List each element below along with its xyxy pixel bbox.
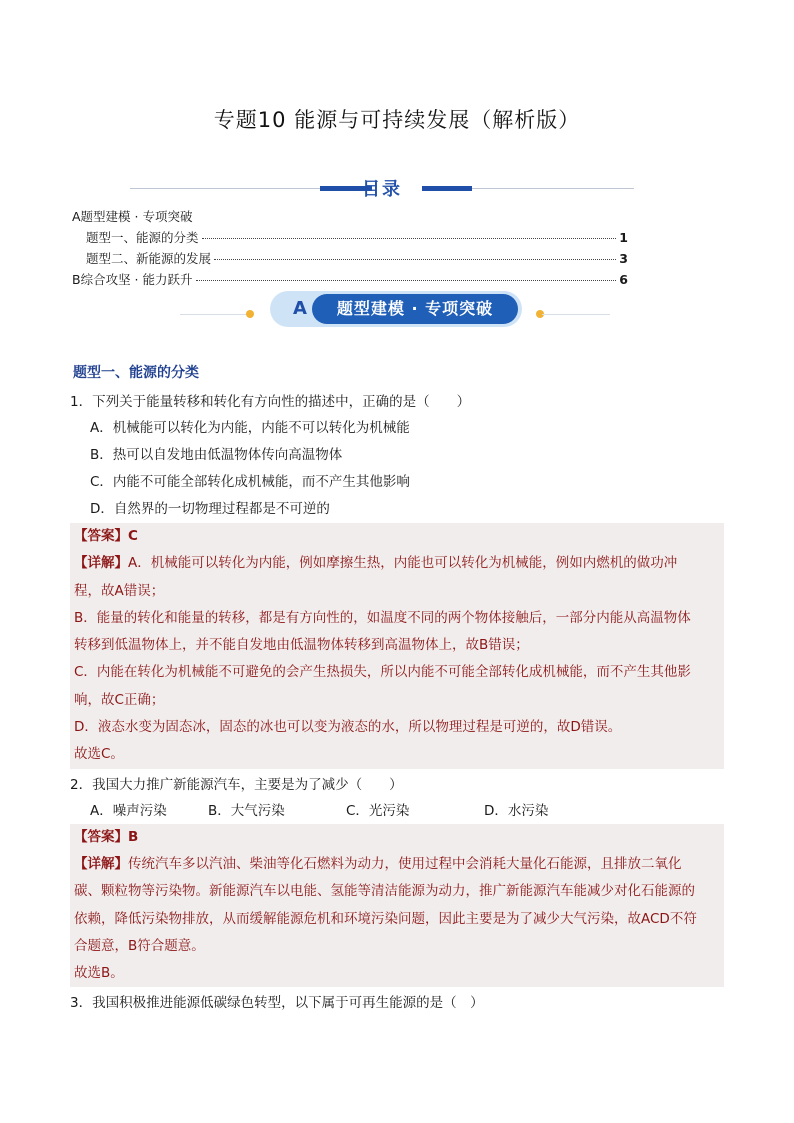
answer-line — [74, 824, 720, 851]
option-d: D．自然界的一切物理过程都是不可逆的 — [90, 501, 330, 517]
option-b: B．热可以自发地由低温物体传向高温物体 — [90, 447, 343, 463]
detail-line: 合题意，B符合题意。 — [74, 937, 205, 954]
detail-text: 传统汽车多以汽油、柴油等化石燃料为动力，使用过程中会消耗大量化石能源，且排放二氧化 — [128, 855, 682, 872]
toc-entry[interactable] — [72, 227, 628, 248]
question-stem: 1．下列关于能量转移和转化有方向性的描述中，正确的是（ ） — [70, 394, 471, 410]
detail-line: C．内能在转化为机械能不可避免的会产生热损失，所以内能不可能全部转化成机械能，而不产生其他影 — [74, 664, 691, 681]
detail-line: D．液态水变为固态冰，固态的冰也可以变为液态的水，所以物理过程是可逆的，故D错误。 — [74, 719, 622, 736]
detail-line — [74, 851, 720, 878]
banner-dot-left — [246, 310, 254, 318]
toc-entry-page: 3 — [619, 251, 628, 266]
toc-leader-dots — [214, 259, 616, 260]
option-d: D．水污染 — [484, 802, 549, 819]
answer-tag: 【答案】 — [74, 528, 128, 544]
detail-line: 依赖，降低污染物排放，从而缓解能源危机和环境污染问题，因此主要是为了减少大气污染，故ACD不符 — [74, 910, 697, 927]
option-a: A．机械能可以转化为内能，内能不可以转化为机械能 — [90, 420, 410, 436]
toc-leader-dots — [196, 280, 617, 281]
table-of-contents — [72, 206, 628, 290]
answer-block — [70, 523, 724, 769]
answer-line — [74, 523, 720, 550]
detail-text: A．机械能可以转化为内能，例如摩擦生热，内能也可以转化为机械能，例如内燃机的做功冲 — [128, 555, 678, 572]
toc-heading: 目录 — [362, 179, 402, 200]
toc-entry[interactable] — [72, 248, 628, 269]
detail-line: B．能量的转化和能量的转移，都是有方向性的，如温度不同的两个物体接触后，一部分内能从高温物体 — [74, 609, 691, 626]
detail-line: 程，故A错误； — [74, 582, 165, 599]
question-stem: 3．我国积极推进能源低碳绿色转型，以下属于可再生能源的是（ ） — [70, 995, 484, 1012]
answer-value: B — [128, 828, 139, 845]
detail-line: 碳、颗粒物等污染物。新能源汽车以电能、氢能等清洁能源为动力，推广新能源汽车能减少对化石能源的 — [74, 883, 695, 900]
banner-rule-left — [180, 314, 252, 315]
detail-line — [74, 550, 720, 577]
detail-line: 转移到低温物体上，并不能自发地由低温物体转移到高温物体上，故B错误； — [74, 637, 529, 654]
toc-entry[interactable] — [72, 206, 628, 227]
answer-block — [70, 824, 724, 988]
toc-entry-page: 6 — [619, 272, 628, 287]
option-b: B．大气污染 — [208, 802, 285, 819]
section-banner — [180, 291, 610, 329]
toc-entry-text: 题型二、新能源的发展 — [86, 251, 212, 266]
option-a: A．噪声污染 — [90, 802, 167, 819]
toc-entry-text: 题型一、能源的分类 — [86, 230, 199, 245]
detail-tag: 【详解】 — [74, 555, 128, 572]
banner-letter: A — [293, 298, 307, 319]
banner-label: 题型建模 · 专项突破 — [312, 294, 518, 324]
detail-line: 故选C。 — [74, 746, 124, 763]
option-c: C．内能不可能全部转化成机械能，而不产生其他影响 — [90, 474, 410, 490]
answer-value: C — [128, 528, 138, 544]
toc-entry-page: 1 — [619, 230, 628, 245]
answer-tag: 【答案】 — [74, 828, 128, 845]
page-title: 专题10 能源与可持续发展（解析版） — [213, 108, 581, 132]
toc-banner — [130, 175, 634, 199]
detail-line: 故选B。 — [74, 965, 124, 982]
banner-rule-right — [542, 314, 610, 315]
detail-line: 响，故C正确； — [74, 691, 165, 708]
main-content — [70, 360, 724, 1016]
toc-entry-text: B综合攻坚 · 能力跃升 — [72, 272, 193, 287]
toc-leader-dots — [202, 238, 617, 239]
detail-tag: 【详解】 — [74, 855, 128, 872]
toc-entry[interactable] — [72, 269, 628, 290]
toc-entry-text: A题型建模 · 专项突破 — [72, 209, 193, 224]
section-heading: 题型一、能源的分类 — [73, 365, 199, 381]
question-stem: 2．我国大力推广新能源汽车，主要是为了减少（ ） — [70, 776, 403, 793]
options-row — [70, 798, 724, 824]
option-c: C．光污染 — [346, 802, 410, 819]
